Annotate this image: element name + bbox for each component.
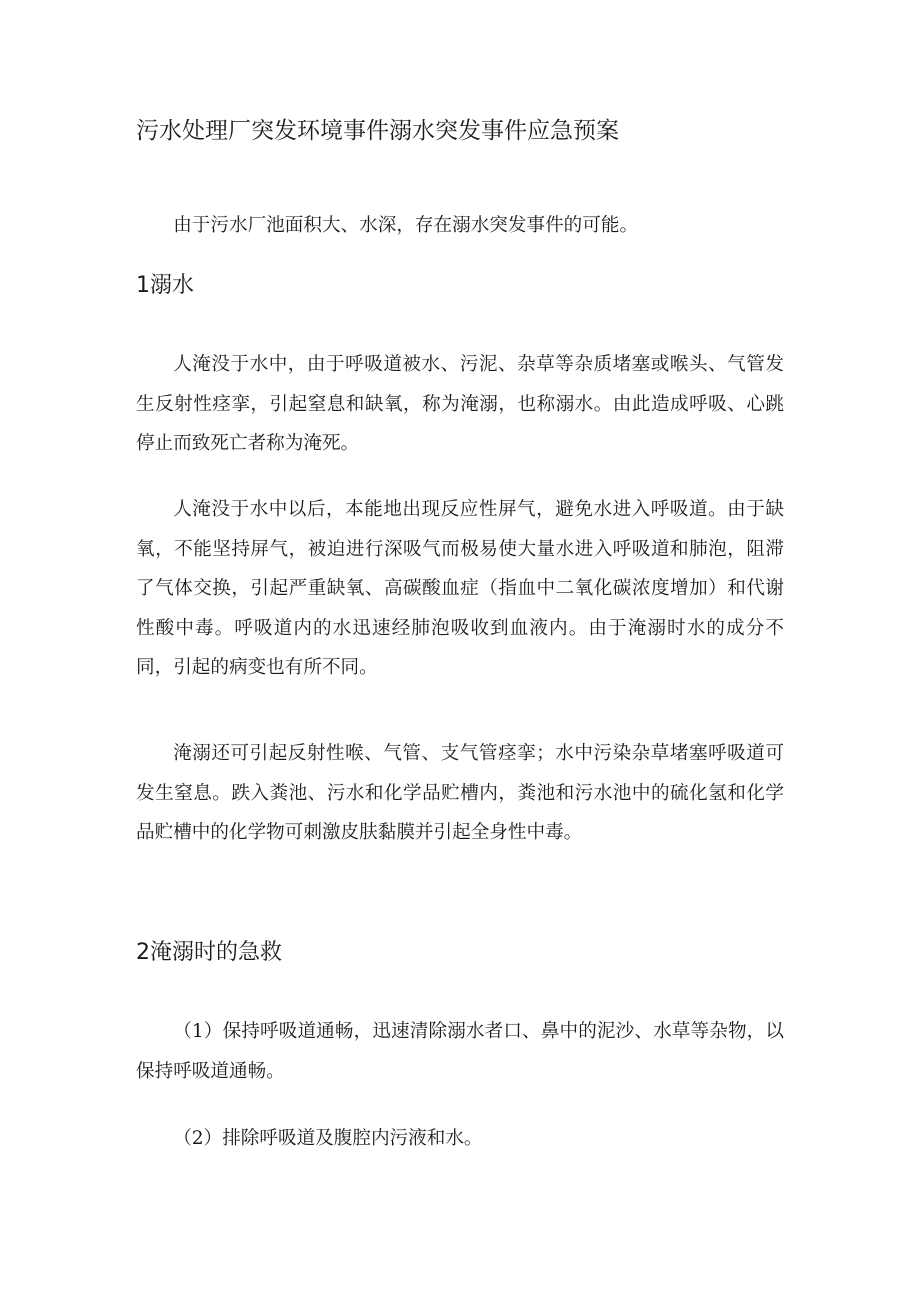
first-aid-step-1: （1）保持呼吸道通畅，迅速清除溺水者口、鼻中的泥沙、水草等杂物，以保持呼吸道通畅。 (136, 1021, 784, 1082)
paragraph-drowning-complications: 淹溺还可引起反射性喉、气管、支气管痉挛；水中污染杂草堵塞呼吸道可发生窒息。跌入粪池、污水和化学品贮槽内，粪池和污水池中的硫化氢和化学品贮槽中的化学物可刺激皮肤黏膜并引起全身性中毒。 (136, 743, 784, 843)
section-heading-drowning: 1溺水 (136, 273, 194, 298)
intro-paragraph: 由于污水厂池面积大、水深，存在溺水突发事件的可能。 (173, 215, 639, 236)
paragraph-drowning-definition: 人淹没于水中，由于呼吸道被水、污泥、杂草等杂质堵塞或喉头、气管发生反射性痉挛，引起窒息和缺氧，称为淹溺，也称溺水。由此造成呼吸、心跳停止而致死亡者称为淹死。 (136, 354, 784, 454)
first-aid-step-2: （2）排除呼吸道及腹腔内污液和水。 (173, 1128, 483, 1149)
section-heading-first-aid: 2淹溺时的急救 (136, 940, 282, 965)
document-title: 污水处理厂突发环境事件溺水突发事件应急预案 (136, 118, 619, 144)
paragraph-drowning-mechanism: 人淹没于水中以后，本能地出现反应性屏气，避免水进入呼吸道。由于缺氧，不能坚持屏气，被迫进行深吸气而极易使大量水进入呼吸道和肺泡，阻滞了气体交换，引起严重缺氧、高碳酸血症（指血中二氧化碳浓度增加）和代谢性酸中毒。呼吸道内的水迅速经肺泡吸收到血液内。由于淹溺时水的成分不同，引起的病变也有所不同。 (136, 499, 784, 678)
